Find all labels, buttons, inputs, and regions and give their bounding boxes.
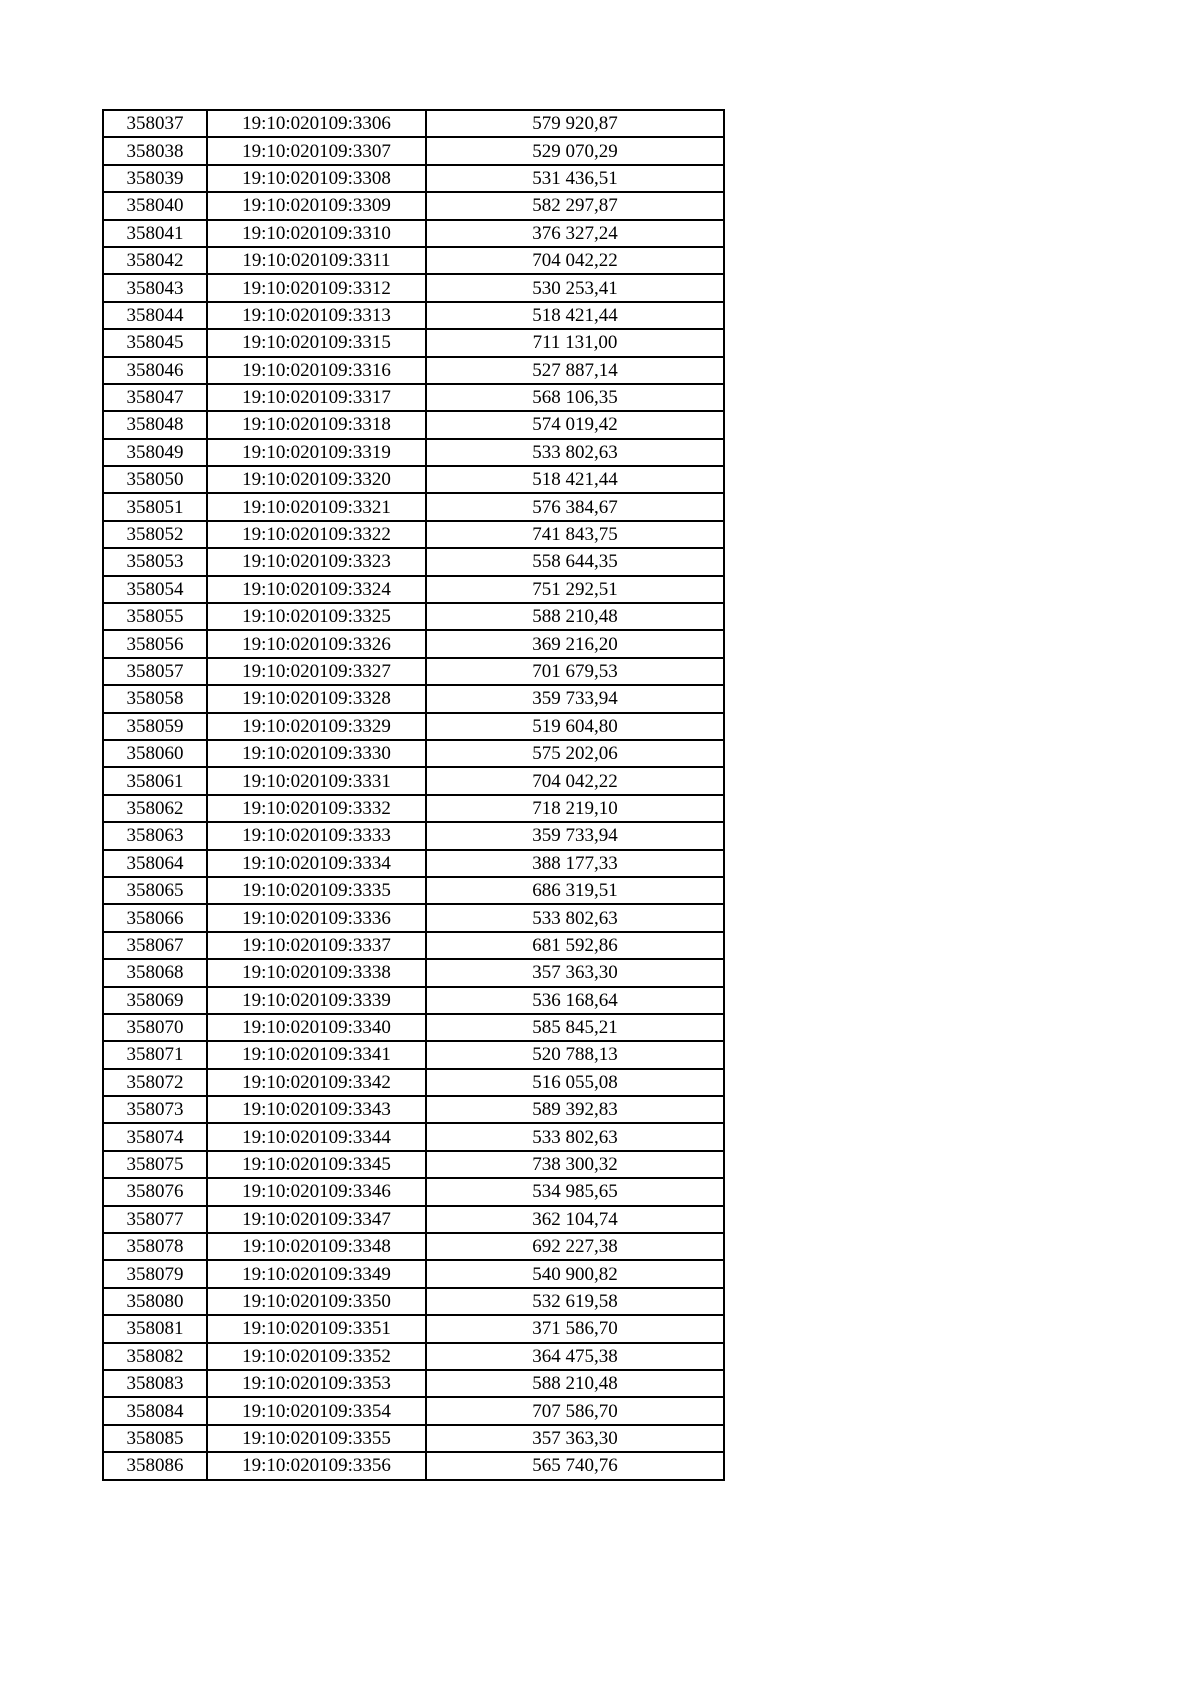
row-number-cell: 358073: [103, 1096, 207, 1123]
row-number-cell: 358070: [103, 1014, 207, 1041]
table-row: [103, 466, 724, 493]
row-number-cell: 358060: [103, 740, 207, 767]
table-row: [103, 987, 724, 1014]
table-row: [103, 220, 724, 247]
table-row: [103, 384, 724, 411]
cadastral-number-cell: 19:10:020109:3353: [207, 1370, 426, 1397]
row-number-cell: 358050: [103, 466, 207, 493]
value-cell: 692 227,38: [426, 1233, 724, 1260]
value-cell: 751 292,51: [426, 576, 724, 603]
row-number-cell: 358077: [103, 1206, 207, 1233]
table-row: [103, 274, 724, 301]
cadastral-number-cell: 19:10:020109:3351: [207, 1315, 426, 1342]
table-row: [103, 302, 724, 329]
row-number-cell: 358056: [103, 630, 207, 657]
value-cell: 388 177,33: [426, 850, 724, 877]
value-cell: 558 644,35: [426, 548, 724, 575]
cadastral-number-cell: 19:10:020109:3324: [207, 576, 426, 603]
value-cell: 588 210,48: [426, 603, 724, 630]
table-row: [103, 1014, 724, 1041]
row-number-cell: 358047: [103, 384, 207, 411]
table-row: [103, 850, 724, 877]
value-cell: 536 168,64: [426, 987, 724, 1014]
cadastral-number-cell: 19:10:020109:3327: [207, 658, 426, 685]
row-number-cell: 358051: [103, 493, 207, 520]
value-cell: 532 619,58: [426, 1288, 724, 1315]
value-cell: 357 363,30: [426, 959, 724, 986]
table-row: [103, 658, 724, 685]
row-number-cell: 358058: [103, 685, 207, 712]
cadastral-number-cell: 19:10:020109:3308: [207, 165, 426, 192]
value-cell: 520 788,13: [426, 1041, 724, 1068]
table-row: [103, 110, 724, 137]
table-row: [103, 740, 724, 767]
table-row: [103, 165, 724, 192]
cadastral-number-cell: 19:10:020109:3307: [207, 137, 426, 164]
table-row: [103, 411, 724, 438]
table-row: [103, 713, 724, 740]
row-number-cell: 358061: [103, 767, 207, 794]
value-cell: 582 297,87: [426, 192, 724, 219]
value-cell: 359 733,94: [426, 685, 724, 712]
value-cell: 376 327,24: [426, 220, 724, 247]
row-number-cell: 358052: [103, 521, 207, 548]
table-row: [103, 1260, 724, 1287]
value-cell: 588 210,48: [426, 1370, 724, 1397]
table-row: [103, 1069, 724, 1096]
table-row: [103, 247, 724, 274]
row-number-cell: 358082: [103, 1343, 207, 1370]
row-number-cell: 358079: [103, 1260, 207, 1287]
value-cell: 371 586,70: [426, 1315, 724, 1342]
table-row: [103, 1178, 724, 1205]
table-row: [103, 1288, 724, 1315]
value-cell: 589 392,83: [426, 1096, 724, 1123]
value-cell: 369 216,20: [426, 630, 724, 657]
value-cell: 585 845,21: [426, 1014, 724, 1041]
table-row: [103, 630, 724, 657]
cadastral-number-cell: 19:10:020109:3346: [207, 1178, 426, 1205]
row-number-cell: 358072: [103, 1069, 207, 1096]
table-row: [103, 576, 724, 603]
value-cell: 518 421,44: [426, 302, 724, 329]
row-number-cell: 358037: [103, 110, 207, 137]
row-number-cell: 358065: [103, 877, 207, 904]
row-number-cell: 358053: [103, 548, 207, 575]
table-row: [103, 1315, 724, 1342]
row-number-cell: 358041: [103, 220, 207, 247]
value-cell: 576 384,67: [426, 493, 724, 520]
value-cell: 738 300,32: [426, 1151, 724, 1178]
value-cell: 534 985,65: [426, 1178, 724, 1205]
cadastral-number-cell: 19:10:020109:3343: [207, 1096, 426, 1123]
value-cell: 540 900,82: [426, 1260, 724, 1287]
cadastral-number-cell: 19:10:020109:3342: [207, 1069, 426, 1096]
row-number-cell: 358049: [103, 439, 207, 466]
table-row: [103, 1123, 724, 1150]
row-number-cell: 358045: [103, 329, 207, 356]
value-cell: 533 802,63: [426, 439, 724, 466]
table-row: [103, 1343, 724, 1370]
table-row: [103, 932, 724, 959]
cadastral-number-cell: 19:10:020109:3344: [207, 1123, 426, 1150]
value-cell: 575 202,06: [426, 740, 724, 767]
cadastral-number-cell: 19:10:020109:3322: [207, 521, 426, 548]
row-number-cell: 358069: [103, 987, 207, 1014]
table-row: [103, 1370, 724, 1397]
row-number-cell: 358055: [103, 603, 207, 630]
row-number-cell: 358062: [103, 795, 207, 822]
cadastral-number-cell: 19:10:020109:3354: [207, 1397, 426, 1424]
table-row: [103, 1425, 724, 1452]
value-cell: 531 436,51: [426, 165, 724, 192]
table-row: [103, 329, 724, 356]
value-cell: 519 604,80: [426, 713, 724, 740]
cadastral-number-cell: 19:10:020109:3338: [207, 959, 426, 986]
value-cell: 718 219,10: [426, 795, 724, 822]
cadastral-number-cell: 19:10:020109:3339: [207, 987, 426, 1014]
cadastral-number-cell: 19:10:020109:3317: [207, 384, 426, 411]
table-row: [103, 959, 724, 986]
cadastral-number-cell: 19:10:020109:3321: [207, 493, 426, 520]
cadastral-number-cell: 19:10:020109:3309: [207, 192, 426, 219]
cadastral-number-cell: 19:10:020109:3356: [207, 1452, 426, 1479]
value-cell: 527 887,14: [426, 357, 724, 384]
table-body: [103, 110, 724, 1480]
value-cell: 533 802,63: [426, 1123, 724, 1150]
table-row: [103, 1096, 724, 1123]
data-table: [102, 109, 725, 1481]
cadastral-number-cell: 19:10:020109:3330: [207, 740, 426, 767]
value-cell: 362 104,74: [426, 1206, 724, 1233]
value-cell: 681 592,86: [426, 932, 724, 959]
row-number-cell: 358054: [103, 576, 207, 603]
table-row: [103, 192, 724, 219]
value-cell: 565 740,76: [426, 1452, 724, 1479]
value-cell: 533 802,63: [426, 904, 724, 931]
table-row: [103, 357, 724, 384]
cadastral-number-cell: 19:10:020109:3336: [207, 904, 426, 931]
cadastral-number-cell: 19:10:020109:3313: [207, 302, 426, 329]
table-row: [103, 1151, 724, 1178]
cadastral-number-cell: 19:10:020109:3315: [207, 329, 426, 356]
value-cell: 704 042,22: [426, 767, 724, 794]
row-number-cell: 358040: [103, 192, 207, 219]
row-number-cell: 358059: [103, 713, 207, 740]
value-cell: 711 131,00: [426, 329, 724, 356]
cadastral-number-cell: 19:10:020109:3348: [207, 1233, 426, 1260]
table-row: [103, 1206, 724, 1233]
cadastral-number-cell: 19:10:020109:3352: [207, 1343, 426, 1370]
row-number-cell: 358078: [103, 1233, 207, 1260]
value-cell: 701 679,53: [426, 658, 724, 685]
cadastral-number-cell: 19:10:020109:3325: [207, 603, 426, 630]
cadastral-number-cell: 19:10:020109:3347: [207, 1206, 426, 1233]
value-cell: 741 843,75: [426, 521, 724, 548]
cadastral-number-cell: 19:10:020109:3341: [207, 1041, 426, 1068]
cadastral-number-cell: 19:10:020109:3306: [207, 110, 426, 137]
row-number-cell: 358048: [103, 411, 207, 438]
row-number-cell: 358086: [103, 1452, 207, 1479]
value-cell: 529 070,29: [426, 137, 724, 164]
cadastral-number-cell: 19:10:020109:3340: [207, 1014, 426, 1041]
table-row: [103, 493, 724, 520]
cadastral-number-cell: 19:10:020109:3316: [207, 357, 426, 384]
row-number-cell: 358071: [103, 1041, 207, 1068]
table-row: [103, 1041, 724, 1068]
cadastral-number-cell: 19:10:020109:3312: [207, 274, 426, 301]
row-number-cell: 358046: [103, 357, 207, 384]
row-number-cell: 358044: [103, 302, 207, 329]
value-cell: 364 475,38: [426, 1343, 724, 1370]
row-number-cell: 358074: [103, 1123, 207, 1150]
cadastral-number-cell: 19:10:020109:3333: [207, 822, 426, 849]
cadastral-number-cell: 19:10:020109:3323: [207, 548, 426, 575]
table-row: [103, 521, 724, 548]
row-number-cell: 358063: [103, 822, 207, 849]
table-row: [103, 1452, 724, 1479]
table-row: [103, 1233, 724, 1260]
value-cell: 516 055,08: [426, 1069, 724, 1096]
value-cell: 686 319,51: [426, 877, 724, 904]
row-number-cell: 358083: [103, 1370, 207, 1397]
cadastral-number-cell: 19:10:020109:3318: [207, 411, 426, 438]
row-number-cell: 358084: [103, 1397, 207, 1424]
cadastral-number-cell: 19:10:020109:3350: [207, 1288, 426, 1315]
row-number-cell: 358080: [103, 1288, 207, 1315]
value-cell: 704 042,22: [426, 247, 724, 274]
row-number-cell: 358043: [103, 274, 207, 301]
cadastral-number-cell: 19:10:020109:3320: [207, 466, 426, 493]
row-number-cell: 358042: [103, 247, 207, 274]
cadastral-number-cell: 19:10:020109:3337: [207, 932, 426, 959]
row-number-cell: 358068: [103, 959, 207, 986]
cadastral-number-cell: 19:10:020109:3332: [207, 795, 426, 822]
value-cell: 574 019,42: [426, 411, 724, 438]
cadastral-number-cell: 19:10:020109:3334: [207, 850, 426, 877]
value-cell: 579 920,87: [426, 110, 724, 137]
row-number-cell: 358067: [103, 932, 207, 959]
table-row: [103, 137, 724, 164]
table-row: [103, 685, 724, 712]
value-cell: 568 106,35: [426, 384, 724, 411]
table-row: [103, 904, 724, 931]
cadastral-number-cell: 19:10:020109:3345: [207, 1151, 426, 1178]
row-number-cell: 358076: [103, 1178, 207, 1205]
row-number-cell: 358066: [103, 904, 207, 931]
cadastral-number-cell: 19:10:020109:3310: [207, 220, 426, 247]
row-number-cell: 358064: [103, 850, 207, 877]
cadastral-number-cell: 19:10:020109:3328: [207, 685, 426, 712]
row-number-cell: 358075: [103, 1151, 207, 1178]
table-row: [103, 1397, 724, 1424]
cadastral-number-cell: 19:10:020109:3329: [207, 713, 426, 740]
row-number-cell: 358038: [103, 137, 207, 164]
row-number-cell: 358039: [103, 165, 207, 192]
value-cell: 707 586,70: [426, 1397, 724, 1424]
table-row: [103, 877, 724, 904]
row-number-cell: 358057: [103, 658, 207, 685]
cadastral-number-cell: 19:10:020109:3331: [207, 767, 426, 794]
table-row: [103, 548, 724, 575]
value-cell: 359 733,94: [426, 822, 724, 849]
cadastral-number-cell: 19:10:020109:3355: [207, 1425, 426, 1452]
cadastral-number-cell: 19:10:020109:3335: [207, 877, 426, 904]
row-number-cell: 358085: [103, 1425, 207, 1452]
cadastral-number-cell: 19:10:020109:3319: [207, 439, 426, 466]
row-number-cell: 358081: [103, 1315, 207, 1342]
table-row: [103, 439, 724, 466]
cadastral-number-cell: 19:10:020109:3311: [207, 247, 426, 274]
table-row: [103, 603, 724, 630]
value-cell: 518 421,44: [426, 466, 724, 493]
table-row: [103, 767, 724, 794]
value-cell: 357 363,30: [426, 1425, 724, 1452]
value-cell: 530 253,41: [426, 274, 724, 301]
table-row: [103, 822, 724, 849]
cadastral-number-cell: 19:10:020109:3349: [207, 1260, 426, 1287]
cadastral-number-cell: 19:10:020109:3326: [207, 630, 426, 657]
table-row: [103, 795, 724, 822]
